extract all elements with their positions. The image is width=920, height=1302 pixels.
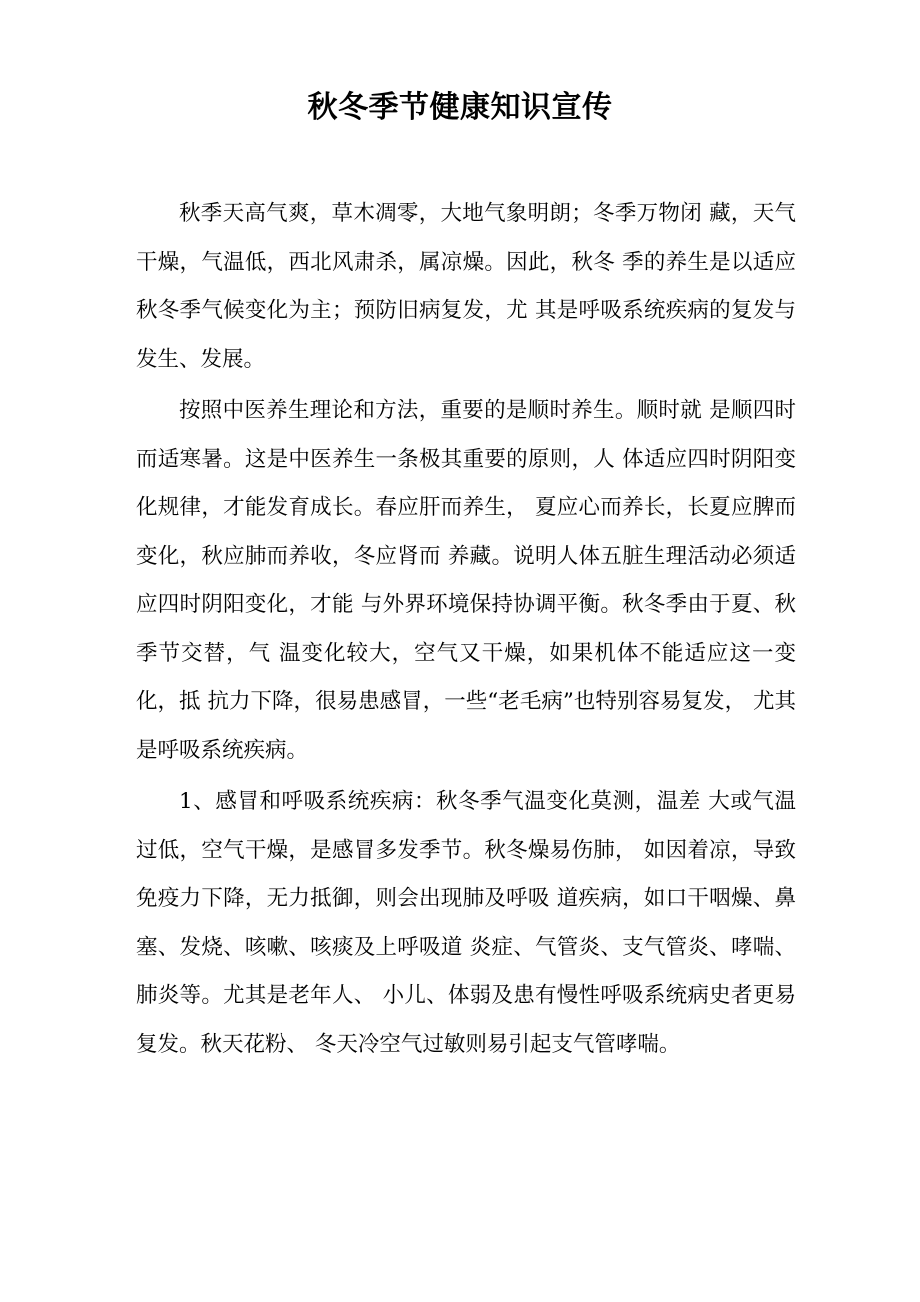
paragraph-tcm-theory: 按照中医养生理论和方法，重要的是顺时养生。顺时就 是顺四时而适寒暑。这是中医养生一条极其重要的原则，人 体适应四时阴阳变化规律，才能发育成长。春应肝而养生， 夏应心而养长，长夏应脾而变化，秋应肺而养收，冬应肾而 养藏。说明人体五脏生理活动必须适应四时阴阳变化，才能 与外界环境保持协调平衡。秋冬季由于夏、秋季节交替，气 温变化较大，空气又干燥，如果机体不能适应这一变化，抵 抗力下降，很易患感冒，一些“老毛病”也特别容易复发， 尤其是呼吸系统疾病。 <box>136 398 796 763</box>
paragraph-intro: 秋季天高气爽，草木凋零，大地气象明朗；冬季万物闭 藏，天气干燥，气温低，西北风肃杀，属凉燥。因此，秋冬 季的养生是以适应秋冬季气候变化为主；预防旧病复发，尤 其是呼吸系统疾病的复发与发生、发展。 <box>136 201 796 372</box>
page-title: 秋冬季节健康知识宣传 <box>307 90 613 125</box>
paragraph-respiratory-disease: 1、感冒和呼吸系统疾病：秋冬季气温变化莫测，温差 大或气温过低，空气干燥，是感冒多发季节。秋冬燥易伤肺， 如因着凉，导致免疫力下降，无力抵御，则会出现肺及呼吸 道疾病，如口干咽燥、鼻塞、发烧、咳嗽、咳痰及上呼吸道 炎症、气管炎、支气管炎、哮喘、肺炎等。尤其是老年人、 小儿、体弱及患有慢性呼吸系统病史者更易复发。秋天花粉、 冬天冷空气过敏则易引起支气管哮喘。 <box>136 789 796 1057</box>
document-body <box>136 190 796 1072</box>
